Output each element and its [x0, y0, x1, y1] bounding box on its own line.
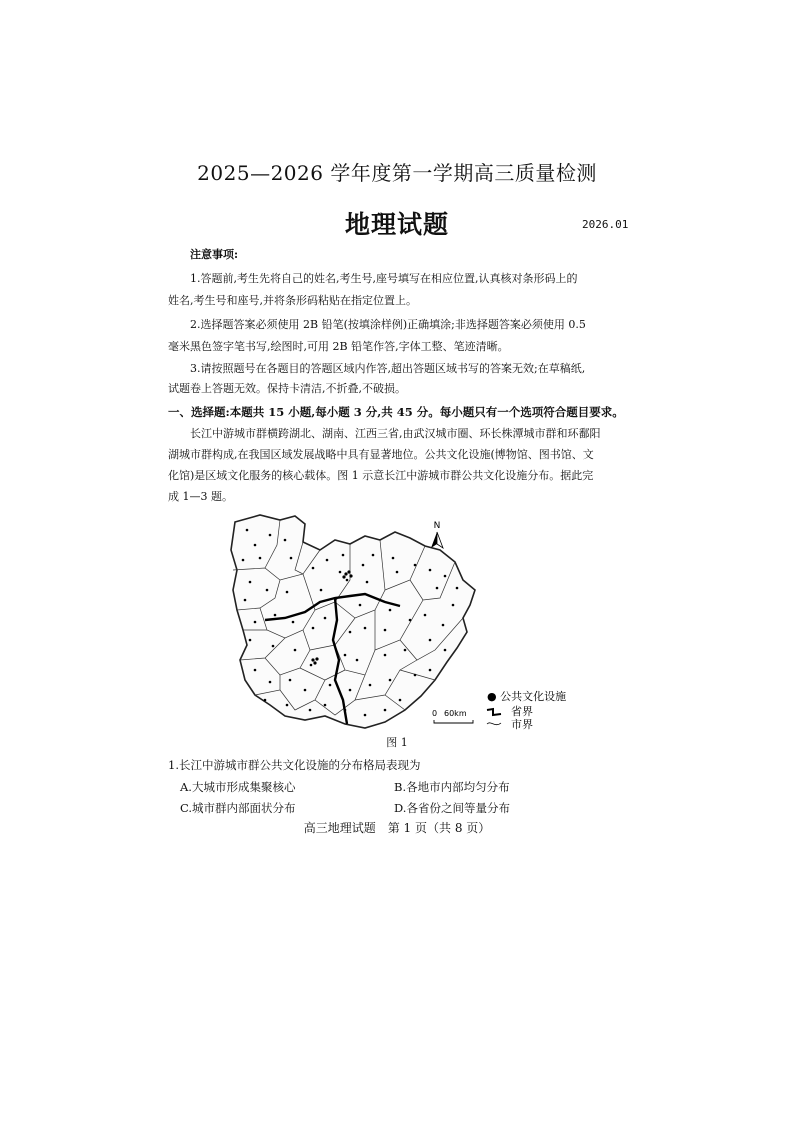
- map-legend: [487, 689, 566, 731]
- legend-city: 市界: [511, 718, 533, 731]
- legend-province: 省界: [511, 705, 533, 718]
- province-boundary-symbol: [487, 709, 501, 715]
- north-arrow: [431, 521, 443, 548]
- notice-item-3-line-2: 试题卷上答题无效。保持卡清洁,不折叠,不破损。: [168, 382, 406, 395]
- question-1-option-a: A.大城市形成集聚核心: [180, 780, 296, 794]
- legend-facility: ● 公共文化设施: [487, 690, 567, 703]
- figure-1-map: [225, 510, 570, 735]
- exam-title: 2025—2026 学年度第一学期高三质量检测: [197, 161, 597, 185]
- section-heading: 一、选择题:本题共 15 小题,每小题 3 分,共 45 分。每小题只有一个选项符合题目要求。: [168, 405, 624, 419]
- passage-line-2: 湖城市群构成,在我国区域发展战略中具有显著地位。公共文化设施(博物馆、图书馆、文: [168, 448, 594, 461]
- passage-line-3: 化馆)是区域文化服务的核心载体。图 1 示意长江中游城市群公共文化设施分布。据此完: [168, 469, 594, 482]
- city-boundary-symbol: [487, 723, 501, 725]
- notice-item-1-line-2: 姓名,考生号和座号,并将条形码粘贴在指定位置上。: [168, 294, 417, 307]
- scale-distance: 60km: [444, 709, 467, 718]
- scale-bar: [432, 709, 473, 723]
- notice-item-3-line-1: 3.请按照题号在各题目的答题区域内作答,超出答题区域书写的答案无效;在草稿纸,: [190, 362, 586, 375]
- question-1-stem: 1.长江中游城市群公共文化设施的分布格局表现为: [168, 758, 421, 772]
- notice-heading: 注意事项:: [190, 248, 239, 261]
- question-1-option-c: C.城市群内部面状分布: [180, 801, 296, 815]
- notice-item-2-line-2: 毫米黑色签字笔书写,绘图时,可用 2B 铅笔作答,字体工整、笔迹清晰。: [168, 340, 509, 353]
- north-label: N: [433, 521, 441, 531]
- figure-caption: 图 1: [386, 736, 408, 749]
- question-1-option-d: D.各省份之间等量分布: [394, 801, 510, 815]
- notice-item-2-line-1: 2.选择题答案必须使用 2B 铅笔(按填涂样例)正确填涂;非选择题答案必须使用 0.5: [190, 318, 586, 331]
- passage-line-1: 长江中游城市群横跨湖北、湖南、江西三省,由武汉城市圈、环长株潭城市群和环鄱阳: [190, 427, 601, 440]
- question-1-option-b: B.各地市内部均匀分布: [394, 780, 510, 794]
- notice-item-1-line-1: 1.答题前,考生先将自己的姓名,考生号,座号填写在相应位置,认真核对条形码上的: [190, 272, 578, 285]
- passage-line-4: 成 1—3 题。: [168, 490, 233, 503]
- page-footer: 高三地理试题 第 1 页（共 8 页）: [303, 821, 491, 835]
- subject-title: 地理试题: [344, 210, 449, 239]
- scale-zero: 0: [432, 709, 438, 718]
- city-cluster-map: [231, 515, 475, 728]
- exam-date: 2026.01: [582, 218, 629, 231]
